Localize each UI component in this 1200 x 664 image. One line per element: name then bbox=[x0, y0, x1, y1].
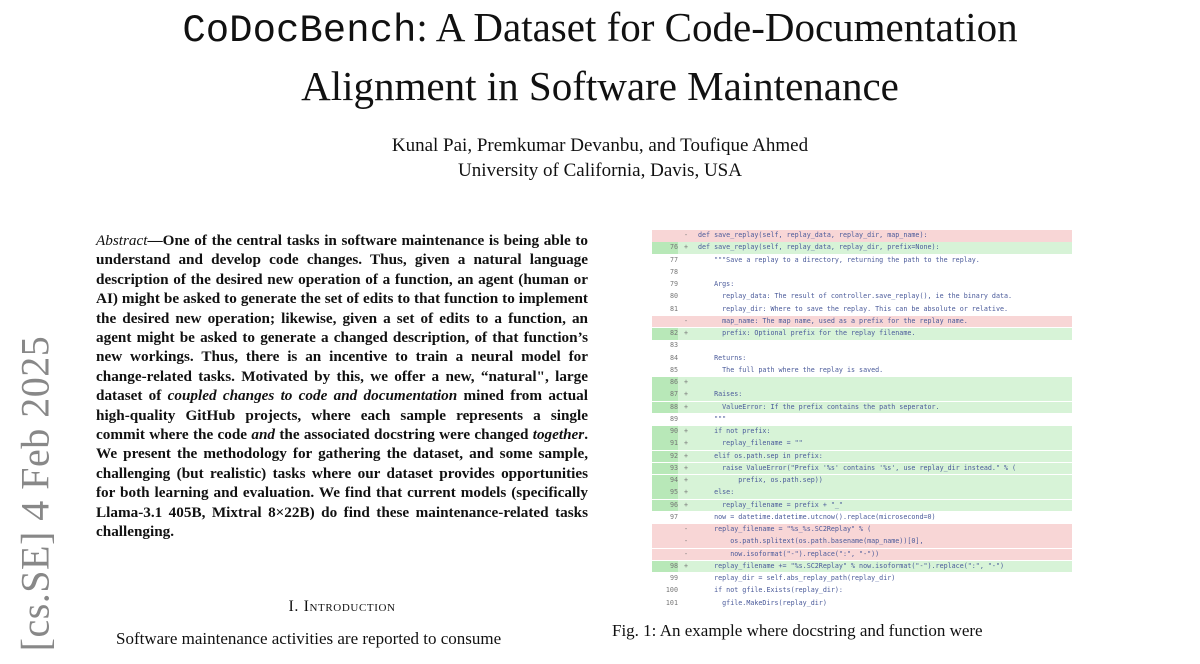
abstract-emphasis-3: together bbox=[532, 426, 585, 444]
diff-marker: + bbox=[684, 427, 689, 435]
diff-marker: + bbox=[684, 439, 689, 448]
line-number: 80 bbox=[669, 292, 678, 301]
diff-marker: + bbox=[684, 329, 689, 337]
section-numeral: I. bbox=[288, 598, 304, 615]
line-number: 96 bbox=[652, 500, 678, 512]
title-line-1 bbox=[0, 0, 1200, 59]
code-text: """Save a replay to a directory, returning the path to the replay. bbox=[698, 255, 980, 264]
code-line bbox=[652, 402, 1072, 414]
diff-marker: + bbox=[684, 488, 689, 497]
code-line bbox=[652, 389, 1072, 401]
line-number: 99 bbox=[669, 574, 678, 582]
code-text: elif os.path.sep in prefix: bbox=[698, 451, 823, 460]
abstract-text-3: the associated docstring were changed bbox=[275, 426, 533, 444]
line-number: 91 bbox=[652, 438, 678, 450]
code-line bbox=[652, 230, 1072, 242]
author-affiliation: University of California, Davis, USA bbox=[458, 160, 742, 181]
code-line bbox=[652, 561, 1072, 573]
abstract bbox=[96, 231, 588, 542]
diff-marker: + bbox=[684, 500, 689, 509]
line-number: 82 bbox=[652, 328, 678, 340]
code-line bbox=[652, 304, 1072, 316]
code-line bbox=[652, 365, 1072, 377]
code-text: """ bbox=[698, 414, 727, 423]
code-line bbox=[652, 414, 1072, 426]
code-text: prefix: Optional prefix for the replay filename. bbox=[698, 329, 916, 337]
abstract-text-4: . We present the methodology for gathering the dataset, and some sample, challenging (but realistic) tasks where our dataset provides opportunities for both learning and evaluation. We find that current models (specifically Llama-3.1 405B, Mixtral 8×22B) do find these maintenance-related tasks challenging. bbox=[96, 426, 588, 541]
code-line bbox=[652, 438, 1072, 450]
code-line bbox=[652, 536, 1072, 548]
code-line bbox=[652, 463, 1072, 475]
code-text: def save_replay(self, replay_data, replay_dir, map_name): bbox=[698, 231, 928, 239]
title-line-2: Alignment in Software Maintenance bbox=[301, 63, 899, 109]
line-number: 84 bbox=[669, 353, 678, 362]
code-text: replay_filename = prefix + "_" bbox=[698, 500, 843, 509]
line-number: 76 bbox=[652, 242, 678, 254]
code-text: def save_replay(self, replay_data, replay_dir, prefix=None): bbox=[698, 243, 940, 252]
code-text: Returns: bbox=[698, 353, 747, 362]
section-title: Introduction bbox=[303, 598, 396, 615]
code-text: Args: bbox=[698, 280, 735, 288]
code-text: now.isoformat("-").replace(":", "-")) bbox=[698, 549, 880, 558]
abstract-emphasis-2: and bbox=[251, 426, 276, 444]
line-number: 101 bbox=[665, 598, 678, 607]
code-text: replay_dir: Where to save the replay. This can be absolute or relative. bbox=[698, 304, 1009, 313]
code-text: The full path where the replay is saved. bbox=[698, 365, 884, 374]
arxiv-stamp: [cs.SE] 4 Feb 2025 bbox=[12, 335, 58, 652]
intro-paragraph: Software maintenance activities are reported to consume bbox=[116, 629, 502, 648]
author-block bbox=[0, 133, 1200, 183]
diff-marker: + bbox=[684, 463, 689, 472]
code-line bbox=[652, 267, 1072, 279]
code-line bbox=[652, 585, 1072, 597]
code-line bbox=[652, 475, 1072, 487]
abstract-text-2: mined from actual high-quality GitHub projects, where each sample represents a single commit where the code bbox=[96, 387, 588, 444]
code-line bbox=[652, 242, 1072, 254]
code-text: replay_dir = self.abs_replay_path(replay_dir) bbox=[698, 574, 896, 582]
line-number: 88 bbox=[652, 402, 678, 414]
code-line bbox=[652, 377, 1072, 389]
abstract-emphasis-1: coupled changes to code and documentation bbox=[167, 387, 458, 405]
title-line-1-rest: : A Dataset for Code-Documentation bbox=[416, 4, 1018, 50]
diff-marker: - bbox=[684, 231, 689, 239]
code-text: Raises: bbox=[698, 390, 743, 399]
line-number: 85 bbox=[669, 365, 678, 374]
line-number: 98 bbox=[652, 561, 678, 573]
code-line bbox=[652, 353, 1072, 365]
code-line bbox=[652, 316, 1072, 328]
code-line bbox=[652, 451, 1072, 463]
title-dataset-name: CoDocBench bbox=[182, 9, 417, 53]
code-line bbox=[652, 279, 1072, 291]
code-text: prefix, os.path.sep)) bbox=[698, 476, 823, 484]
diff-marker: + bbox=[684, 390, 689, 399]
code-line bbox=[652, 487, 1072, 499]
code-line bbox=[652, 524, 1072, 536]
diff-marker: - bbox=[684, 537, 689, 546]
code-line bbox=[652, 573, 1072, 585]
code-line bbox=[652, 340, 1072, 352]
line-number: 97 bbox=[669, 512, 678, 521]
code-text: replay_filename = "" bbox=[698, 439, 803, 448]
code-text: raise ValueError("Prefix '%s' contains '%s', use replay_dir instead." % ( bbox=[698, 463, 1017, 472]
code-line bbox=[652, 291, 1072, 303]
code-line bbox=[652, 512, 1072, 524]
code-line bbox=[652, 598, 1072, 610]
line-number: 83 bbox=[669, 341, 678, 350]
code-text: map_name: The map name, used as a prefix for the replay name. bbox=[698, 316, 968, 325]
abstract-text-1: One of the central tasks in software maintenance is being able to understand and develop code changes. Thus, given a natural language description of the desired new operation of a function, an agent (human or AI) might be asked to generate the set of edits to that function to implement the desired new operation; likewise, given a set of edits to a function, an agent might be asked to generate a changed description, of that function’s new workings. Thus, there is an incentive to train a neural model for change-related tasks. Motivated by this, we offer a new, “natural", large dataset of bbox=[96, 232, 588, 405]
line-number: 77 bbox=[669, 255, 678, 264]
code-text: replay_filename += "%s.SC2Replay" % now.isoformat("-").replace(":", "-") bbox=[698, 561, 1004, 570]
figure-caption: Fig. 1: An example where docstring and function were bbox=[612, 621, 983, 640]
code-text: gfile.MakeDirs(replay_dir) bbox=[698, 598, 827, 607]
diff-marker: + bbox=[684, 378, 689, 386]
paper-title bbox=[0, 0, 1200, 114]
code-text: if not prefix: bbox=[698, 427, 771, 435]
line-number: 81 bbox=[669, 304, 678, 313]
line-number: 79 bbox=[669, 280, 678, 288]
diff-marker: - bbox=[684, 525, 689, 533]
code-text: else: bbox=[698, 488, 735, 497]
code-line bbox=[652, 426, 1072, 438]
line-number: 93 bbox=[652, 463, 678, 475]
diff-marker: + bbox=[684, 476, 689, 484]
line-number: 95 bbox=[652, 487, 678, 499]
code-text: replay_filename = "%s_%s.SC2Replay" % ( bbox=[698, 525, 872, 533]
code-text: if not gfile.Exists(replay_dir): bbox=[698, 586, 843, 595]
section-heading bbox=[96, 598, 588, 616]
code-text: ValueError: If the prefix contains the path seperator. bbox=[698, 402, 940, 411]
diff-marker: - bbox=[684, 316, 689, 325]
diff-marker: - bbox=[684, 549, 689, 558]
line-number: 89 bbox=[669, 414, 678, 423]
code-text: os.path.splitext(os.path.basename(map_name))[0], bbox=[698, 537, 924, 546]
author-names: Kunal Pai, Premkumar Devanbu, and Toufique Ahmed bbox=[391, 135, 809, 156]
code-line bbox=[652, 549, 1072, 561]
diff-marker: + bbox=[684, 451, 689, 460]
line-number: 92 bbox=[652, 451, 678, 463]
line-number: 86 bbox=[652, 377, 678, 389]
diff-marker: + bbox=[684, 243, 689, 252]
code-line bbox=[652, 500, 1072, 512]
abstract-dash: — bbox=[147, 232, 163, 249]
code-diff-figure bbox=[652, 230, 1072, 610]
code-text: replay_data: The result of controller.save_replay(), ie the binary data. bbox=[698, 292, 1013, 301]
diff-marker: + bbox=[684, 561, 689, 570]
line-number: 90 bbox=[652, 426, 678, 438]
diff-marker: + bbox=[684, 402, 689, 411]
code-line bbox=[652, 328, 1072, 340]
line-number: 78 bbox=[669, 267, 678, 276]
abstract-label: Abstract bbox=[96, 232, 148, 249]
line-number: 100 bbox=[665, 586, 678, 595]
code-text: now = datetime.datetime.utcnow().replace(microsecond=0) bbox=[698, 512, 936, 521]
line-number: 87 bbox=[652, 389, 678, 401]
code-line bbox=[652, 255, 1072, 267]
line-number: 94 bbox=[652, 475, 678, 487]
